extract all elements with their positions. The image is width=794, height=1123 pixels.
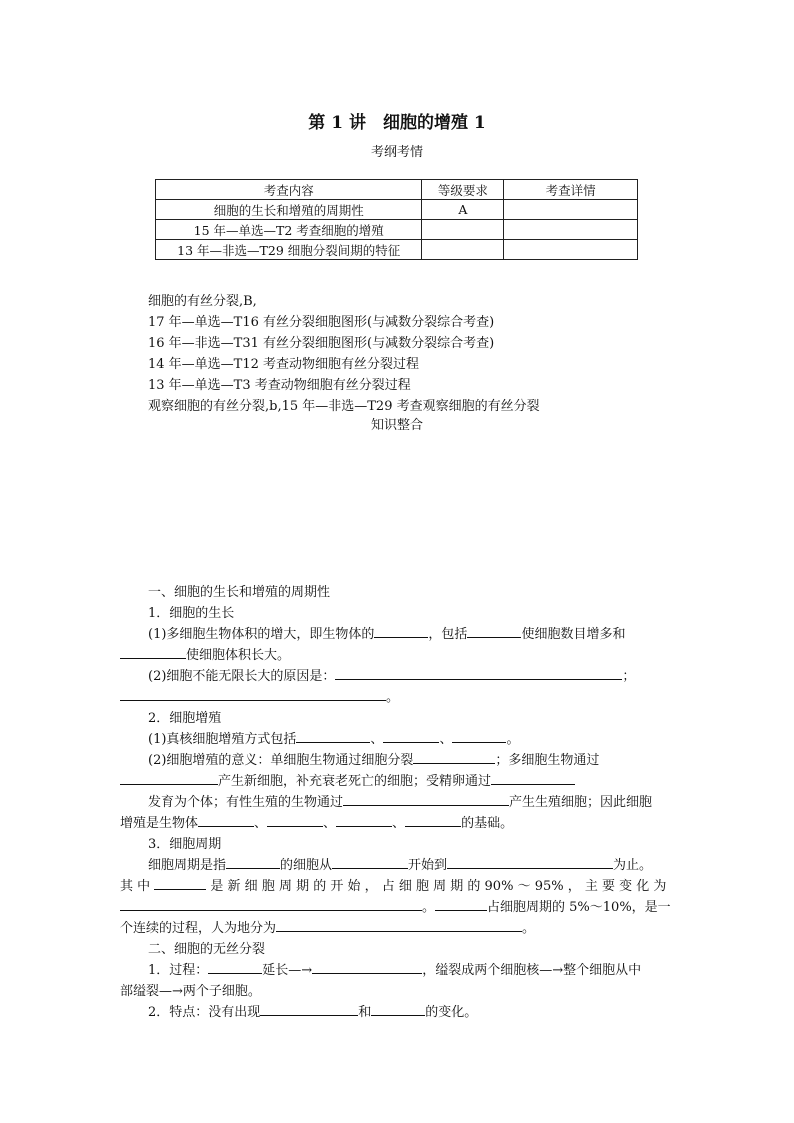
blank-line <box>198 814 254 827</box>
text-line <box>120 875 666 894</box>
subsection-heading: 3．细胞周期 <box>148 837 222 852</box>
text-line <box>148 749 599 768</box>
text: 、 <box>323 816 337 831</box>
blank-line <box>374 625 428 638</box>
table-header-cell: 考查内容 <box>156 180 422 200</box>
text-line <box>120 896 671 915</box>
table-cell <box>422 240 504 260</box>
text: 产生生殖细胞；因此细胞 <box>509 795 653 810</box>
blank-line <box>226 856 280 869</box>
note-line: 观察细胞的有丝分裂,b,15 年—非选—T29 考查观察细胞的有丝分裂 <box>148 399 540 414</box>
table-cell <box>504 220 638 240</box>
subsection-heading: 2．细胞增殖 <box>148 711 222 726</box>
text: 、 <box>439 732 453 747</box>
text: 是 新 细 胞 周 期 的 开 始 ， 占 细 胞 周 期 的 90% ～ 95% ， 主 要 变 化 为 <box>210 879 667 894</box>
text: 、 <box>370 732 384 747</box>
table-row <box>156 200 638 220</box>
blank-line <box>276 919 522 932</box>
blank-line <box>120 772 218 785</box>
text-line <box>120 812 513 831</box>
blank-line <box>413 751 495 764</box>
table-cell <box>422 220 504 240</box>
blank-line <box>467 625 521 638</box>
text: (2)细胞不能无限长大的原因是： <box>148 669 336 684</box>
note-line: 14 年—单选—T12 考查动物细胞有丝分裂过程 <box>148 357 420 372</box>
text: 、 <box>392 816 406 831</box>
blank-line <box>154 877 206 890</box>
text: (2)细胞增殖的意义：单细胞生物通过细胞分裂 <box>148 753 414 768</box>
blank-line <box>120 646 186 659</box>
text: 使细胞体积长大。 <box>186 648 291 663</box>
blank-line <box>332 856 408 869</box>
table-header-cell: 考查详情 <box>504 180 638 200</box>
text: 1．过程： <box>148 963 209 978</box>
text: 的基础。 <box>461 816 514 831</box>
text: 。 <box>422 900 436 915</box>
text: ，包括 <box>428 627 468 642</box>
text: 的变化。 <box>425 1005 478 1020</box>
table-cell <box>504 240 638 260</box>
text: 、 <box>254 816 268 831</box>
table-cell: 细胞的生长和增殖的周期性 <box>156 200 422 220</box>
text: 细胞周期是指 <box>148 858 227 873</box>
text: ； <box>622 669 636 684</box>
text-line <box>148 854 652 873</box>
blank-line <box>296 730 370 743</box>
text-line <box>120 770 575 789</box>
text: 的细胞从 <box>280 858 333 873</box>
blank-line <box>267 814 323 827</box>
text: 延长—→ <box>262 963 313 978</box>
text: 发育为个体；有性生殖的生物通过 <box>148 795 344 810</box>
table-cell: 13 年—非选—T29 细胞分裂间期的特征 <box>156 240 422 260</box>
text: ；多细胞生物通过 <box>495 753 600 768</box>
text-line <box>148 791 652 810</box>
blank-line <box>120 898 422 911</box>
text-line: 部缢裂—→两个子细胞。 <box>120 984 261 999</box>
table-row <box>156 240 638 260</box>
text-line <box>120 644 290 663</box>
text: 。 <box>522 921 536 936</box>
text-line <box>120 917 535 936</box>
page-title: 第 1 讲 细胞的增殖 1 <box>308 113 486 133</box>
blank-line <box>120 688 386 701</box>
blank-line <box>335 667 622 680</box>
text-line <box>148 959 641 978</box>
section-heading: 一、细胞的生长和增殖的周期性 <box>148 585 331 600</box>
table-header-cell: 等级要求 <box>422 180 504 200</box>
note-line: 17 年—单选—T16 有丝分裂细胞图形(与减数分裂综合考查) <box>148 315 495 330</box>
text: 使细胞数目增多和 <box>521 627 626 642</box>
text-line <box>148 728 519 747</box>
text: 为止。 <box>613 858 653 873</box>
blank-line <box>447 856 613 869</box>
table-row <box>156 220 638 240</box>
text: 产生新细胞，补充衰老死亡的细胞；受精卵通过 <box>218 774 492 789</box>
text: ，缢裂成两个细胞核—→整个细胞从中 <box>422 963 642 978</box>
blank-line <box>208 961 262 974</box>
blank-line <box>383 730 439 743</box>
text: 个连续的过程，人为地分为 <box>120 921 277 936</box>
text: 。 <box>506 732 520 747</box>
blank-line <box>405 814 461 827</box>
text-line <box>120 686 399 705</box>
blank-line <box>336 814 392 827</box>
text: 增殖是生物体 <box>120 816 199 831</box>
blank-line <box>435 898 487 911</box>
blank-line <box>491 772 575 785</box>
text: (1)多细胞生物体积的增大，即生物体的 <box>148 627 375 642</box>
exam-outline-heading: 考纲考情 <box>370 145 423 160</box>
text: 和 <box>358 1005 372 1020</box>
blank-line <box>452 730 506 743</box>
exam-requirements-table <box>155 179 638 260</box>
note-line: 16 年—非选—T31 有丝分裂细胞图形(与减数分裂综合考查) <box>148 336 495 351</box>
text-line <box>148 1001 477 1020</box>
note-line: 13 年—单选—T3 考查动物细胞有丝分裂过程 <box>148 378 411 393</box>
table-cell <box>504 200 638 220</box>
blank-line <box>343 793 509 806</box>
text: (1)真核细胞增殖方式包括 <box>148 732 297 747</box>
table-cell: A <box>422 200 504 220</box>
text: 其 中 <box>120 879 151 894</box>
blank-line <box>312 961 422 974</box>
text-line <box>148 665 635 684</box>
blank-line <box>371 1003 425 1016</box>
section-heading: 二、细胞的无丝分裂 <box>148 942 266 957</box>
text: 占细胞周期的 5%～10%，是一 <box>487 900 671 915</box>
note-line: 细胞的有丝分裂,B, <box>148 294 257 309</box>
table-header-row <box>156 180 638 200</box>
text: 2．特点：没有出现 <box>148 1005 261 1020</box>
text-line <box>148 623 625 642</box>
blank-line <box>260 1003 358 1016</box>
text: 。 <box>386 690 400 705</box>
text: 开始到 <box>408 858 448 873</box>
subsection-heading: 1．细胞的生长 <box>148 606 235 621</box>
section-heading: 知识整合 <box>370 418 423 433</box>
table-cell: 15 年—单选—T2 考查细胞的增殖 <box>156 220 422 240</box>
